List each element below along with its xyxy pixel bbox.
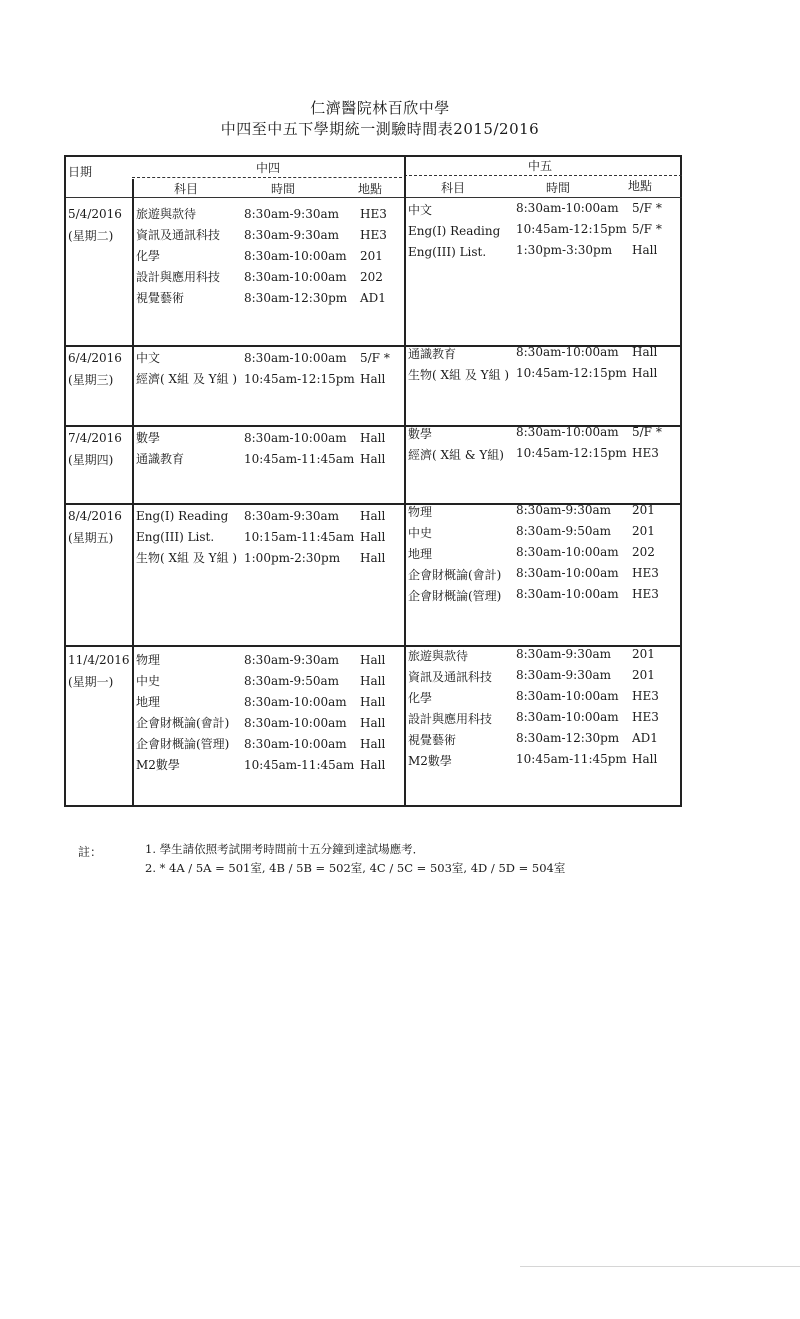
- exam-weekday: (星期五): [68, 531, 114, 545]
- f5-venue: 201: [632, 668, 655, 682]
- f5-time: 8:30am-12:30pm: [516, 731, 620, 745]
- f4-time: 1:00pm-2:30pm: [244, 551, 341, 565]
- f5-time: 8:30am-9:30am: [516, 647, 612, 661]
- f4-time: 8:30am-10:00am: [244, 270, 347, 284]
- f4-venue: 202: [360, 270, 383, 284]
- form-column-divider: [404, 157, 406, 805]
- f5-subject: 中史: [408, 526, 433, 540]
- header-f4-time: 時間: [271, 182, 296, 196]
- date-column-divider: [132, 179, 134, 805]
- f5-time: 8:30am-10:00am: [516, 566, 619, 580]
- f4-venue: Hall: [360, 551, 386, 565]
- f5-time: 8:30am-10:00am: [516, 710, 619, 724]
- f4-time: 8:30am-10:00am: [244, 695, 347, 709]
- f5-subject: M2數學: [408, 754, 452, 768]
- f4-venue: Hall: [360, 530, 386, 544]
- f5-venue: Hall: [632, 243, 658, 257]
- exam-weekday: (星期一): [68, 675, 114, 689]
- f5-time: 8:30am-10:00am: [516, 345, 619, 359]
- f4-subject: Eng(III) List.: [136, 530, 215, 544]
- f5-venue: 201: [632, 647, 655, 661]
- f4-subject: 旅遊與款待: [136, 207, 197, 221]
- f5-venue: 202: [632, 545, 655, 559]
- f5-time: 8:30am-10:00am: [516, 689, 619, 703]
- f4-subject: 通識教育: [136, 452, 185, 466]
- f4-venue: Hall: [360, 452, 386, 466]
- f4-venue: Hall: [360, 653, 386, 667]
- note-1: 1. 學生請依照考試開考時間前十五分鐘到達試場應考．: [145, 842, 425, 856]
- f4-subject: 數學: [136, 431, 161, 445]
- f5-venue: AD1: [632, 731, 658, 745]
- note-2: 2. * 4A / 5A = 501室, 4B / 5B = 502室, 4C / 5C = 503室, 4D / 5D = 504室: [145, 861, 566, 875]
- f4-subject: 企會財概論(會計): [136, 716, 230, 730]
- f5-venue: HE3: [632, 446, 659, 460]
- header-f4-venue: 地點: [358, 182, 383, 196]
- f4-subject: 經濟( X組 及 Y組 ): [136, 372, 238, 386]
- notes-label: 註：: [78, 845, 103, 859]
- f5-venue: 201: [632, 524, 655, 538]
- f5-subject: 生物( X組 及 Y組 ): [408, 368, 510, 382]
- f5-time: 8:30am-10:00am: [516, 201, 619, 215]
- f4-time: 8:30am-9:30am: [244, 653, 340, 667]
- exam-date: 8/4/2016: [68, 509, 122, 523]
- f5-venue: HE3: [632, 710, 659, 724]
- f4-venue: Hall: [360, 758, 386, 772]
- document-title: 中四至中五下學期統一測驗時間表2015/2016: [220, 120, 540, 138]
- f4-subject: 企會財概論(管理): [136, 737, 230, 751]
- f5-subject: 化學: [408, 691, 433, 705]
- f5-time: 8:30am-9:50am: [516, 524, 612, 538]
- f4-venue: 5/F *: [360, 351, 390, 365]
- f4-subject: 生物( X組 及 Y組 ): [136, 551, 238, 565]
- f4-time: 10:45am-11:45am: [244, 452, 355, 466]
- exam-timetable: [64, 155, 682, 807]
- exam-date: 5/4/2016: [68, 207, 122, 221]
- f4-venue: Hall: [360, 737, 386, 751]
- f5-venue: 5/F *: [632, 222, 662, 236]
- f5-header-dash: [404, 175, 682, 176]
- f5-subject: 通識教育: [408, 347, 457, 361]
- f5-time: 10:45am-12:15pm: [516, 222, 627, 236]
- header-f5: 中五: [528, 159, 553, 173]
- f4-subject: 中史: [136, 674, 161, 688]
- f5-time: 1:30pm-3:30pm: [516, 243, 613, 257]
- header-f4-subject: 科目: [174, 182, 199, 196]
- f4-subject: 設計與應用科技: [136, 270, 221, 284]
- f4-time: 8:30am-9:30am: [244, 228, 340, 242]
- f5-venue: 5/F *: [632, 425, 662, 439]
- f4-subject: Eng(I) Reading: [136, 509, 229, 523]
- f5-venue: HE3: [632, 689, 659, 703]
- f5-subject: Eng(III) List.: [408, 245, 487, 259]
- f4-time: 8:30am-10:00am: [244, 737, 347, 751]
- f4-subject: 物理: [136, 653, 161, 667]
- f4-venue: Hall: [360, 716, 386, 730]
- header-f4: 中四: [256, 161, 281, 175]
- f4-header-dash: [132, 177, 402, 178]
- f4-time: 8:30am-10:00am: [244, 716, 347, 730]
- f5-subject: 數學: [408, 427, 433, 441]
- header-f5-time: 時間: [546, 181, 571, 195]
- f5-subject: 旅遊與款待: [408, 649, 469, 663]
- f4-time: 8:30am-9:30am: [244, 207, 340, 221]
- school-name: 仁濟醫院林百欣中學: [310, 99, 450, 117]
- exam-weekday: (星期二): [68, 229, 114, 243]
- scan-edge-line: [520, 1266, 800, 1267]
- f4-venue: HE3: [360, 207, 387, 221]
- f4-time: 8:30am-9:50am: [244, 674, 340, 688]
- f5-subject: 視覺藝術: [408, 733, 457, 747]
- f5-subject: 企會財概論(會計): [408, 568, 502, 582]
- f4-venue: 201: [360, 249, 383, 263]
- f5-venue: 5/F *: [632, 201, 662, 215]
- exam-weekday: (星期三): [68, 373, 114, 387]
- exam-weekday: (星期四): [68, 453, 114, 467]
- f5-time: 10:45am-12:15pm: [516, 446, 627, 460]
- f5-subject: 設計與應用科技: [408, 712, 493, 726]
- f5-time: 8:30am-10:00am: [516, 587, 619, 601]
- f4-time: 8:30am-9:30am: [244, 509, 340, 523]
- exam-date: 11/4/2016: [68, 653, 130, 667]
- exam-date: 6/4/2016: [68, 351, 122, 365]
- f5-venue: Hall: [632, 752, 658, 766]
- f4-venue: Hall: [360, 509, 386, 523]
- f5-venue: Hall: [632, 345, 658, 359]
- f4-time: 8:30am-10:00am: [244, 249, 347, 263]
- f5-time: 10:45am-11:45pm: [516, 752, 627, 766]
- f4-venue: Hall: [360, 674, 386, 688]
- f5-venue: Hall: [632, 366, 658, 380]
- f4-subject: M2數學: [136, 758, 180, 772]
- f5-time: 8:30am-9:30am: [516, 503, 612, 517]
- f4-time: 8:30am-10:00am: [244, 431, 347, 445]
- f4-subject: 中文: [136, 351, 161, 365]
- f5-subject: 物理: [408, 505, 433, 519]
- f5-time: 8:30am-9:30am: [516, 668, 612, 682]
- header-f5-subject: 科目: [441, 181, 466, 195]
- f5-subject: 地理: [408, 547, 433, 561]
- exam-date: 7/4/2016: [68, 431, 122, 445]
- f5-subject: 企會財概論(管理): [408, 589, 502, 603]
- f5-subject: Eng(I) Reading: [408, 224, 501, 238]
- f4-subject: 資訊及通訊科技: [136, 228, 221, 242]
- f4-venue: AD1: [360, 291, 386, 305]
- f4-time: 10:45am-12:15pm: [244, 372, 355, 386]
- f4-time: 10:15am-11:45am: [244, 530, 355, 544]
- f4-time: 8:30am-12:30pm: [244, 291, 348, 305]
- f5-venue: HE3: [632, 566, 659, 580]
- f4-subject: 地理: [136, 695, 161, 709]
- f4-time: 8:30am-10:00am: [244, 351, 347, 365]
- f5-venue: HE3: [632, 587, 659, 601]
- f5-venue: 201: [632, 503, 655, 517]
- f4-venue: Hall: [360, 431, 386, 445]
- f5-subject: 資訊及通訊科技: [408, 670, 493, 684]
- f4-venue: Hall: [360, 695, 386, 709]
- f4-time: 10:45am-11:45am: [244, 758, 355, 772]
- f5-subject: 中文: [408, 203, 433, 217]
- f4-subject: 視覺藝術: [136, 291, 185, 305]
- f5-time: 10:45am-12:15pm: [516, 366, 627, 380]
- f5-time: 8:30am-10:00am: [516, 425, 619, 439]
- f5-subject: 經濟( X組 & Y組): [408, 448, 504, 462]
- f4-venue: Hall: [360, 372, 386, 386]
- f4-venue: HE3: [360, 228, 387, 242]
- header-bottom-line: [66, 197, 682, 198]
- header-date: 日期: [68, 165, 93, 179]
- f4-subject: 化學: [136, 249, 161, 263]
- header-f5-venue: 地點: [628, 179, 653, 193]
- f5-time: 8:30am-10:00am: [516, 545, 619, 559]
